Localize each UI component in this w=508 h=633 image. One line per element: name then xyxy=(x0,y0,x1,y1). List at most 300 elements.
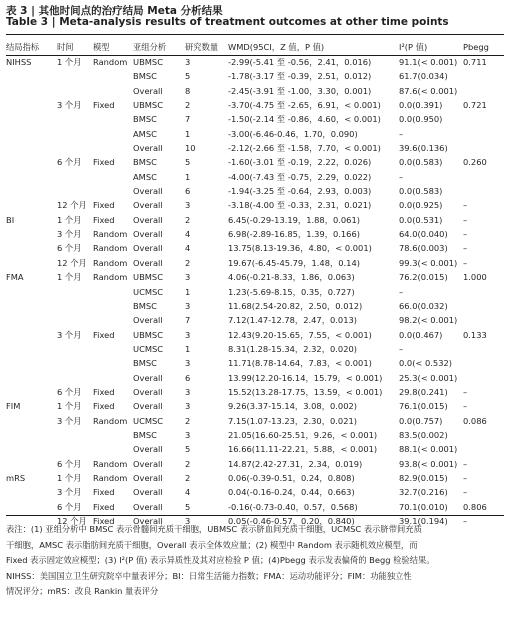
cell-wmd: -1.78(-3.17 至 -0.39，2.51，0.012) xyxy=(228,71,372,82)
cell-i2: – xyxy=(399,128,404,139)
meta-analysis-table xyxy=(6,40,504,528)
table-row xyxy=(6,127,504,141)
cell-model xyxy=(93,356,133,370)
header-studies: 研究数量 xyxy=(185,42,219,53)
cell-wmd: -3.70(-4.75 至 -2.65，6.91，< 0.001) xyxy=(228,100,381,111)
cell-i2: 32.7(0.216) xyxy=(399,487,448,498)
cell-subgroup: Overall xyxy=(133,458,163,469)
cell-i2: 0.0(0.531) xyxy=(399,214,443,225)
header-model: 模型 xyxy=(93,42,110,53)
cell-time xyxy=(57,84,93,98)
cell-wmd: 1.23(-5.69-8.15，0.35，0.727) xyxy=(228,286,355,297)
cell-subgroup: Overall xyxy=(133,487,163,498)
cell-time xyxy=(57,371,93,385)
cell-time: 12 个月 xyxy=(57,516,87,526)
cell-time xyxy=(57,184,93,198)
cell-model xyxy=(93,285,133,299)
cell-wmd: 19.67(-6.45-45.79，1.48，0.14) xyxy=(228,257,360,268)
cell-subgroup: AMSC xyxy=(133,128,157,139)
table-row xyxy=(6,69,504,83)
cell-studies: 5 xyxy=(185,444,191,455)
cell-studies: 5 xyxy=(185,157,191,168)
cell-indicator xyxy=(6,170,57,184)
cell-indicator: NIHSS xyxy=(6,57,32,67)
cell-model xyxy=(93,127,133,141)
table-row xyxy=(6,342,504,356)
cell-model: Fixed xyxy=(93,487,115,498)
cell-studies: 5 xyxy=(185,71,191,82)
cell-model: Random xyxy=(93,229,128,240)
table-row xyxy=(6,328,504,342)
cell-i2: 25.3(< 0.001) xyxy=(399,372,458,383)
cell-i2: – xyxy=(399,171,404,182)
cell-wmd: 12.43(9.20-15.65，7.55，< 0.001) xyxy=(228,329,372,340)
cell-i2: 0.0(< 0.532) xyxy=(399,358,453,369)
cell-subgroup: Overall xyxy=(133,243,163,254)
cell-i2: 29.8(0.241) xyxy=(399,386,448,397)
cell-time xyxy=(57,442,93,456)
cell-pbegg: 0.260 xyxy=(463,157,487,168)
cell-subgroup: Overall xyxy=(133,444,163,455)
cell-time: 1 个月 xyxy=(57,401,82,412)
cell-wmd: -2.99(-5.41 至 -0.56，2.41，0.016) xyxy=(228,57,372,67)
note-line: 干细胞，AMSC 表示脂肪间充质干细胞，Overall 表示全体效应量；(2) 模型中 Random 表示随机效应模型，而 xyxy=(6,539,418,550)
cell-studies: 1 xyxy=(185,171,191,182)
cell-wmd: -1.60(-3.01 至 -0.19，2.22，0.026) xyxy=(228,157,372,168)
cell-time xyxy=(57,342,93,356)
cell-subgroup: UCMSC xyxy=(133,415,164,426)
cell-model xyxy=(93,112,133,126)
cell-i2: 0.0(0.757) xyxy=(399,415,443,426)
cell-pbegg: 0.806 xyxy=(463,501,487,512)
cell-pbegg: – xyxy=(463,516,468,526)
cell-model xyxy=(93,184,133,198)
cell-pbegg: – xyxy=(463,386,468,397)
table-row xyxy=(6,471,504,485)
cell-model: Fixed xyxy=(93,516,115,526)
cell-indicator xyxy=(6,414,57,428)
cell-subgroup: UCMSC xyxy=(133,286,164,297)
note-line: 情况评分；mRS：改良 Rankin 量表评分 xyxy=(6,586,159,597)
cell-i2: 83.5(0.002) xyxy=(399,429,448,440)
cell-subgroup: Overall xyxy=(133,229,163,240)
cell-i2: 39.1(0.194) xyxy=(399,516,448,526)
table-row xyxy=(6,84,504,98)
cell-indicator xyxy=(6,485,57,499)
cell-subgroup: BMSC xyxy=(133,114,157,125)
cell-studies: 2 xyxy=(185,214,191,225)
table-row xyxy=(6,385,504,399)
cell-model: Fixed xyxy=(93,501,115,512)
cell-studies: 2 xyxy=(185,472,191,483)
cell-model: Fixed xyxy=(93,401,115,412)
table-row xyxy=(6,112,504,126)
cell-pbegg: 0.721 xyxy=(463,100,487,111)
cell-indicator: BI xyxy=(6,214,15,225)
cell-wmd: 21.05(16.60-25.51，9.26，< 0.001) xyxy=(228,429,378,440)
cell-model xyxy=(93,342,133,356)
cell-subgroup: Overall xyxy=(133,472,163,483)
cell-i2: 0.0(0.467) xyxy=(399,329,443,340)
table-row xyxy=(6,442,504,456)
header-row xyxy=(6,40,504,55)
cell-indicator xyxy=(6,285,57,299)
cell-model: Random xyxy=(93,243,128,254)
cell-wmd: 8.31(1.28-15.34，2.32，0.020) xyxy=(228,343,357,354)
table-row xyxy=(6,256,504,270)
cell-studies: 2 xyxy=(185,100,191,111)
header-subgroup: 亚组分析 xyxy=(133,42,167,53)
cell-studies: 1 xyxy=(185,343,191,354)
cell-wmd: 0.06(-0.39-0.51，0.24，0.808) xyxy=(228,472,355,483)
cell-time: 6 个月 xyxy=(57,458,82,469)
table-notes xyxy=(6,522,502,600)
cell-model: Random xyxy=(93,415,128,426)
table-row xyxy=(6,428,504,442)
cell-wmd: -2.45(-3.91 至 -1.00，3.30，0.001) xyxy=(228,85,372,96)
cell-studies: 5 xyxy=(185,501,191,512)
cell-subgroup: BMSC xyxy=(133,429,157,440)
cell-indicator xyxy=(6,313,57,327)
cell-studies: 2 xyxy=(185,257,191,268)
cell-indicator xyxy=(6,342,57,356)
cell-pbegg xyxy=(463,442,504,456)
cell-model: Fixed xyxy=(93,329,115,340)
table-row xyxy=(6,213,504,227)
cell-wmd: 13.99(12.20-16.14，15.79，< 0.001) xyxy=(228,372,383,383)
table-row xyxy=(6,198,504,212)
cell-pbegg: – xyxy=(463,229,468,240)
cell-pbegg xyxy=(463,371,504,385)
cell-time: 6 个月 xyxy=(57,157,82,168)
cell-model xyxy=(93,299,133,313)
cell-indicator xyxy=(6,141,57,155)
cell-i2: 82.9(0.015) xyxy=(399,472,448,483)
cell-i2: 91.1(< 0.001) xyxy=(399,57,458,67)
cell-model: Fixed xyxy=(93,200,115,211)
cell-wmd: 7.12(1.47-12.78，2.47，0.013) xyxy=(228,315,357,326)
cell-wmd: 0.04(-0.16-0.24，0.44，0.663) xyxy=(228,487,355,498)
cell-wmd: -3.00(-6.46-0.46，1.70，0.090) xyxy=(228,128,358,139)
cell-time: 1 个月 xyxy=(57,272,82,283)
cell-model: Random xyxy=(93,458,128,469)
cell-subgroup: UBMSC xyxy=(133,57,163,67)
cell-subgroup: UBMSC xyxy=(133,329,163,340)
cell-wmd: 9.26(3.37-15.14，3.08，0.002) xyxy=(228,401,357,412)
cell-studies: 4 xyxy=(185,229,191,240)
table-row xyxy=(6,155,504,169)
cell-wmd: 4.06(-0.21-8.33，1.86，0.063) xyxy=(228,272,355,283)
cell-pbegg xyxy=(463,313,504,327)
cell-model xyxy=(93,170,133,184)
cell-model xyxy=(93,84,133,98)
cell-model: Fixed xyxy=(93,214,115,225)
cell-time: 6 个月 xyxy=(57,501,82,512)
cell-indicator xyxy=(6,457,57,471)
note-line: NIHSS：美国国立卫生研究院卒中量表评分；BI：日常生活能力指数；FMA：运动功能评分；FIM：功能独立性 xyxy=(6,570,412,581)
table-row xyxy=(6,457,504,471)
cell-time xyxy=(57,141,93,155)
cell-indicator xyxy=(6,112,57,126)
cell-indicator: FIM xyxy=(6,401,21,412)
cell-i2: – xyxy=(399,343,404,354)
cell-time: 1 个月 xyxy=(57,214,82,225)
cell-pbegg xyxy=(463,69,504,83)
cell-pbegg: 1.000 xyxy=(463,272,487,283)
cell-subgroup: Overall xyxy=(133,372,163,383)
cell-wmd: -0.16(-0.73-0.40，0.57，0.568) xyxy=(228,501,358,512)
cell-i2: 78.6(0.003) xyxy=(399,243,448,254)
cell-model xyxy=(93,428,133,442)
cell-model xyxy=(93,313,133,327)
cell-time: 6 个月 xyxy=(57,386,82,397)
cell-pbegg: – xyxy=(463,214,468,225)
cell-wmd: 11.68(2.54-20.82，2.50，0.012) xyxy=(228,300,363,311)
cell-studies: 6 xyxy=(185,186,191,197)
cell-indicator xyxy=(6,385,57,399)
cell-studies: 2 xyxy=(185,415,191,426)
cell-studies: 3 xyxy=(185,516,191,526)
table-row xyxy=(6,141,504,155)
cell-wmd: -4.00(-7.43 至 -0.75，2.29，0.022) xyxy=(228,171,372,182)
cell-pbegg xyxy=(463,84,504,98)
cell-studies: 3 xyxy=(185,358,191,369)
cell-model: Fixed xyxy=(93,157,115,168)
cell-indicator xyxy=(6,500,57,514)
cell-pbegg xyxy=(463,285,504,299)
cell-pbegg: 0.711 xyxy=(463,57,487,67)
cell-pbegg xyxy=(463,184,504,198)
cell-indicator xyxy=(6,299,57,313)
cell-model: Random xyxy=(93,257,128,268)
cell-wmd: 11.71(8.78-14.64，7.83，< 0.001) xyxy=(228,358,372,369)
cell-indicator xyxy=(6,241,57,255)
cell-pbegg: – xyxy=(463,200,468,211)
cell-i2: 0.0(0.950) xyxy=(399,114,443,125)
cell-indicator xyxy=(6,442,57,456)
cell-i2: 0.0(0.583) xyxy=(399,157,443,168)
cell-indicator xyxy=(6,98,57,112)
cell-subgroup: Overall xyxy=(133,501,163,512)
table-row xyxy=(6,500,504,514)
cell-pbegg: – xyxy=(463,472,468,483)
cell-i2: 98.2(< 0.001) xyxy=(399,315,458,326)
cell-pbegg: – xyxy=(463,257,468,268)
cell-subgroup: Overall xyxy=(133,214,163,225)
cell-pbegg xyxy=(463,170,504,184)
table-row xyxy=(6,285,504,299)
table-row xyxy=(6,414,504,428)
note-line: Fixed 表示固定效应模型；(3) I²(P 值) 表示异质性及其对应检验 P 值；(4)Pbegg 表示发表偏倚的 Begg 检验结果。 xyxy=(6,555,435,566)
cell-model xyxy=(93,442,133,456)
cell-studies: 2 xyxy=(185,458,191,469)
cell-time: 12 个月 xyxy=(57,257,87,268)
cell-indicator xyxy=(6,127,57,141)
cell-wmd: 13.75(8.13-19.36，4.80，< 0.001) xyxy=(228,243,372,254)
cell-i2: 0.0(0.583) xyxy=(399,186,443,197)
cell-model: Random xyxy=(93,272,128,283)
header-wmd: WMD(95CI，Z 值，P 值) xyxy=(228,42,325,53)
cell-time xyxy=(57,69,93,83)
top-rule xyxy=(6,34,504,35)
cell-wmd: 6.98(-2.89-16.85，1.39，0.166) xyxy=(228,229,360,240)
table-body xyxy=(6,55,504,528)
cell-i2: 0.0(0.925) xyxy=(399,200,443,211)
cell-studies: 3 xyxy=(185,300,191,311)
cell-indicator: FMA xyxy=(6,272,24,283)
cell-studies: 3 xyxy=(185,329,191,340)
cell-i2: 66.0(0.032) xyxy=(399,300,448,311)
cell-subgroup: Overall xyxy=(133,386,163,397)
cell-time: 3 个月 xyxy=(57,329,82,340)
cell-subgroup: UBMSC xyxy=(133,272,163,283)
cell-subgroup: Overall xyxy=(133,200,163,211)
cell-subgroup: Overall xyxy=(133,315,163,326)
cell-i2: 76.2(0.015) xyxy=(399,272,448,283)
cell-indicator xyxy=(6,84,57,98)
table-row xyxy=(6,299,504,313)
cell-studies: 3 xyxy=(185,200,191,211)
cell-wmd: -1.50(-2.14 至 -0.86，4.60，< 0.001) xyxy=(228,114,381,125)
cell-subgroup: BMSC xyxy=(133,71,157,82)
cell-subgroup: Overall xyxy=(133,143,163,154)
header-time: 时间 xyxy=(57,42,74,53)
cell-wmd: 7.15(1.07-13.23，2.30，0.021) xyxy=(228,415,357,426)
cell-studies: 10 xyxy=(185,143,196,154)
table-row xyxy=(6,485,504,499)
cell-subgroup: Overall xyxy=(133,516,163,526)
cell-time xyxy=(57,285,93,299)
cell-studies: 7 xyxy=(185,315,191,326)
cell-wmd: 0.05(-0.46-0.57，0.20，0.840) xyxy=(228,516,355,526)
cell-model: Random xyxy=(93,472,128,483)
cell-model xyxy=(93,371,133,385)
cell-wmd: 14.87(2.42-27.31，2.34，0.019) xyxy=(228,458,363,469)
cell-pbegg: – xyxy=(463,458,468,469)
cell-studies: 4 xyxy=(185,487,191,498)
cell-time: 6 个月 xyxy=(57,243,82,254)
cell-model xyxy=(93,69,133,83)
cell-pbegg xyxy=(463,342,504,356)
cell-i2: 76.1(0.015) xyxy=(399,401,448,412)
cell-studies: 3 xyxy=(185,401,191,412)
cell-time xyxy=(57,127,93,141)
cell-pbegg: – xyxy=(463,401,468,412)
table-title-en: Table 3 | Meta-analysis results of treatment outcomes at other time points xyxy=(6,16,449,28)
table-row xyxy=(6,313,504,327)
cell-indicator xyxy=(6,69,57,83)
cell-studies: 1 xyxy=(185,286,191,297)
cell-indicator xyxy=(6,155,57,169)
cell-wmd: -2.12(-2.66 至 -1.58，7.70，< 0.001) xyxy=(228,143,381,154)
cell-pbegg xyxy=(463,428,504,442)
cell-time xyxy=(57,313,93,327)
cell-pbegg xyxy=(463,299,504,313)
cell-model: Fixed xyxy=(93,100,115,111)
cell-subgroup: Overall xyxy=(133,257,163,268)
cell-subgroup: UCMSC xyxy=(133,343,164,354)
cell-subgroup: Overall xyxy=(133,85,163,96)
cell-time xyxy=(57,428,93,442)
cell-pbegg: 0.133 xyxy=(463,329,487,340)
table-row xyxy=(6,227,504,241)
table-row xyxy=(6,55,504,69)
cell-i2: 61.7(0.034) xyxy=(399,71,448,82)
cell-time: 3 个月 xyxy=(57,229,82,240)
table-row xyxy=(6,184,504,198)
cell-subgroup: BMSC xyxy=(133,157,157,168)
header-i2: I²(P 值) xyxy=(399,42,428,53)
cell-studies: 7 xyxy=(185,114,191,125)
cell-studies: 8 xyxy=(185,85,191,96)
cell-model: Random xyxy=(93,57,128,67)
cell-time: 3 个月 xyxy=(57,100,82,111)
table-row xyxy=(6,371,504,385)
cell-model xyxy=(93,141,133,155)
cell-i2: 64.0(0.040) xyxy=(399,229,448,240)
cell-wmd: 15.52(13.28-17.75，13.59，< 0.001) xyxy=(228,386,383,397)
cell-subgroup: Overall xyxy=(133,401,163,412)
cell-wmd: -3.18(-4.00 至 -0.33，2.31，0.021) xyxy=(228,200,372,211)
cell-indicator xyxy=(6,428,57,442)
cell-studies: 6 xyxy=(185,372,191,383)
cell-indicator xyxy=(6,227,57,241)
cell-time: 1 个月 xyxy=(57,57,82,67)
cell-time: 3 个月 xyxy=(57,415,82,426)
cell-i2: 93.8(< 0.001) xyxy=(399,458,458,469)
cell-pbegg xyxy=(463,141,504,155)
cell-i2: 87.6(< 0.001) xyxy=(399,85,458,96)
cell-pbegg: 0.086 xyxy=(463,415,487,426)
table-row xyxy=(6,241,504,255)
cell-time xyxy=(57,170,93,184)
cell-subgroup: Overall xyxy=(133,186,163,197)
cell-studies: 1 xyxy=(185,128,191,139)
table-row xyxy=(6,170,504,184)
cell-subgroup: AMSC xyxy=(133,171,157,182)
cell-subgroup: BMSC xyxy=(133,300,157,311)
cell-pbegg xyxy=(463,356,504,370)
cell-wmd: 16.66(11.11-22.21，5.88，< 0.001) xyxy=(228,444,378,455)
table-row xyxy=(6,270,504,284)
cell-i2: 39.6(0.136) xyxy=(399,143,448,154)
cell-model: Fixed xyxy=(93,386,115,397)
cell-time: 3 个月 xyxy=(57,487,82,498)
cell-i2: 99.3(< 0.001) xyxy=(399,257,458,268)
cell-i2: 88.1(< 0.001) xyxy=(399,444,458,455)
header-pbegg: Pbegg xyxy=(463,42,489,53)
cell-indicator xyxy=(6,198,57,212)
table-row xyxy=(6,356,504,370)
table-title-cn: 表 3 | 其他时间点的治疗结局 Meta 分析结果 xyxy=(6,5,223,17)
cell-indicator xyxy=(6,356,57,370)
cell-studies: 3 xyxy=(185,57,191,67)
cell-i2: – xyxy=(399,286,404,297)
cell-pbegg xyxy=(463,112,504,126)
cell-wmd: -1.94(-3.25 至 -0.64，2.93，0.003) xyxy=(228,186,372,197)
cell-pbegg: – xyxy=(463,487,468,498)
cell-studies: 3 xyxy=(185,272,191,283)
cell-time: 1 个月 xyxy=(57,472,82,483)
cell-time xyxy=(57,299,93,313)
cell-i2: 0.0(0.391) xyxy=(399,100,443,111)
cell-time: 12 个月 xyxy=(57,200,87,211)
cell-studies: 3 xyxy=(185,429,191,440)
cell-studies: 4 xyxy=(185,243,191,254)
table-row xyxy=(6,98,504,112)
cell-indicator xyxy=(6,328,57,342)
cell-indicator xyxy=(6,256,57,270)
